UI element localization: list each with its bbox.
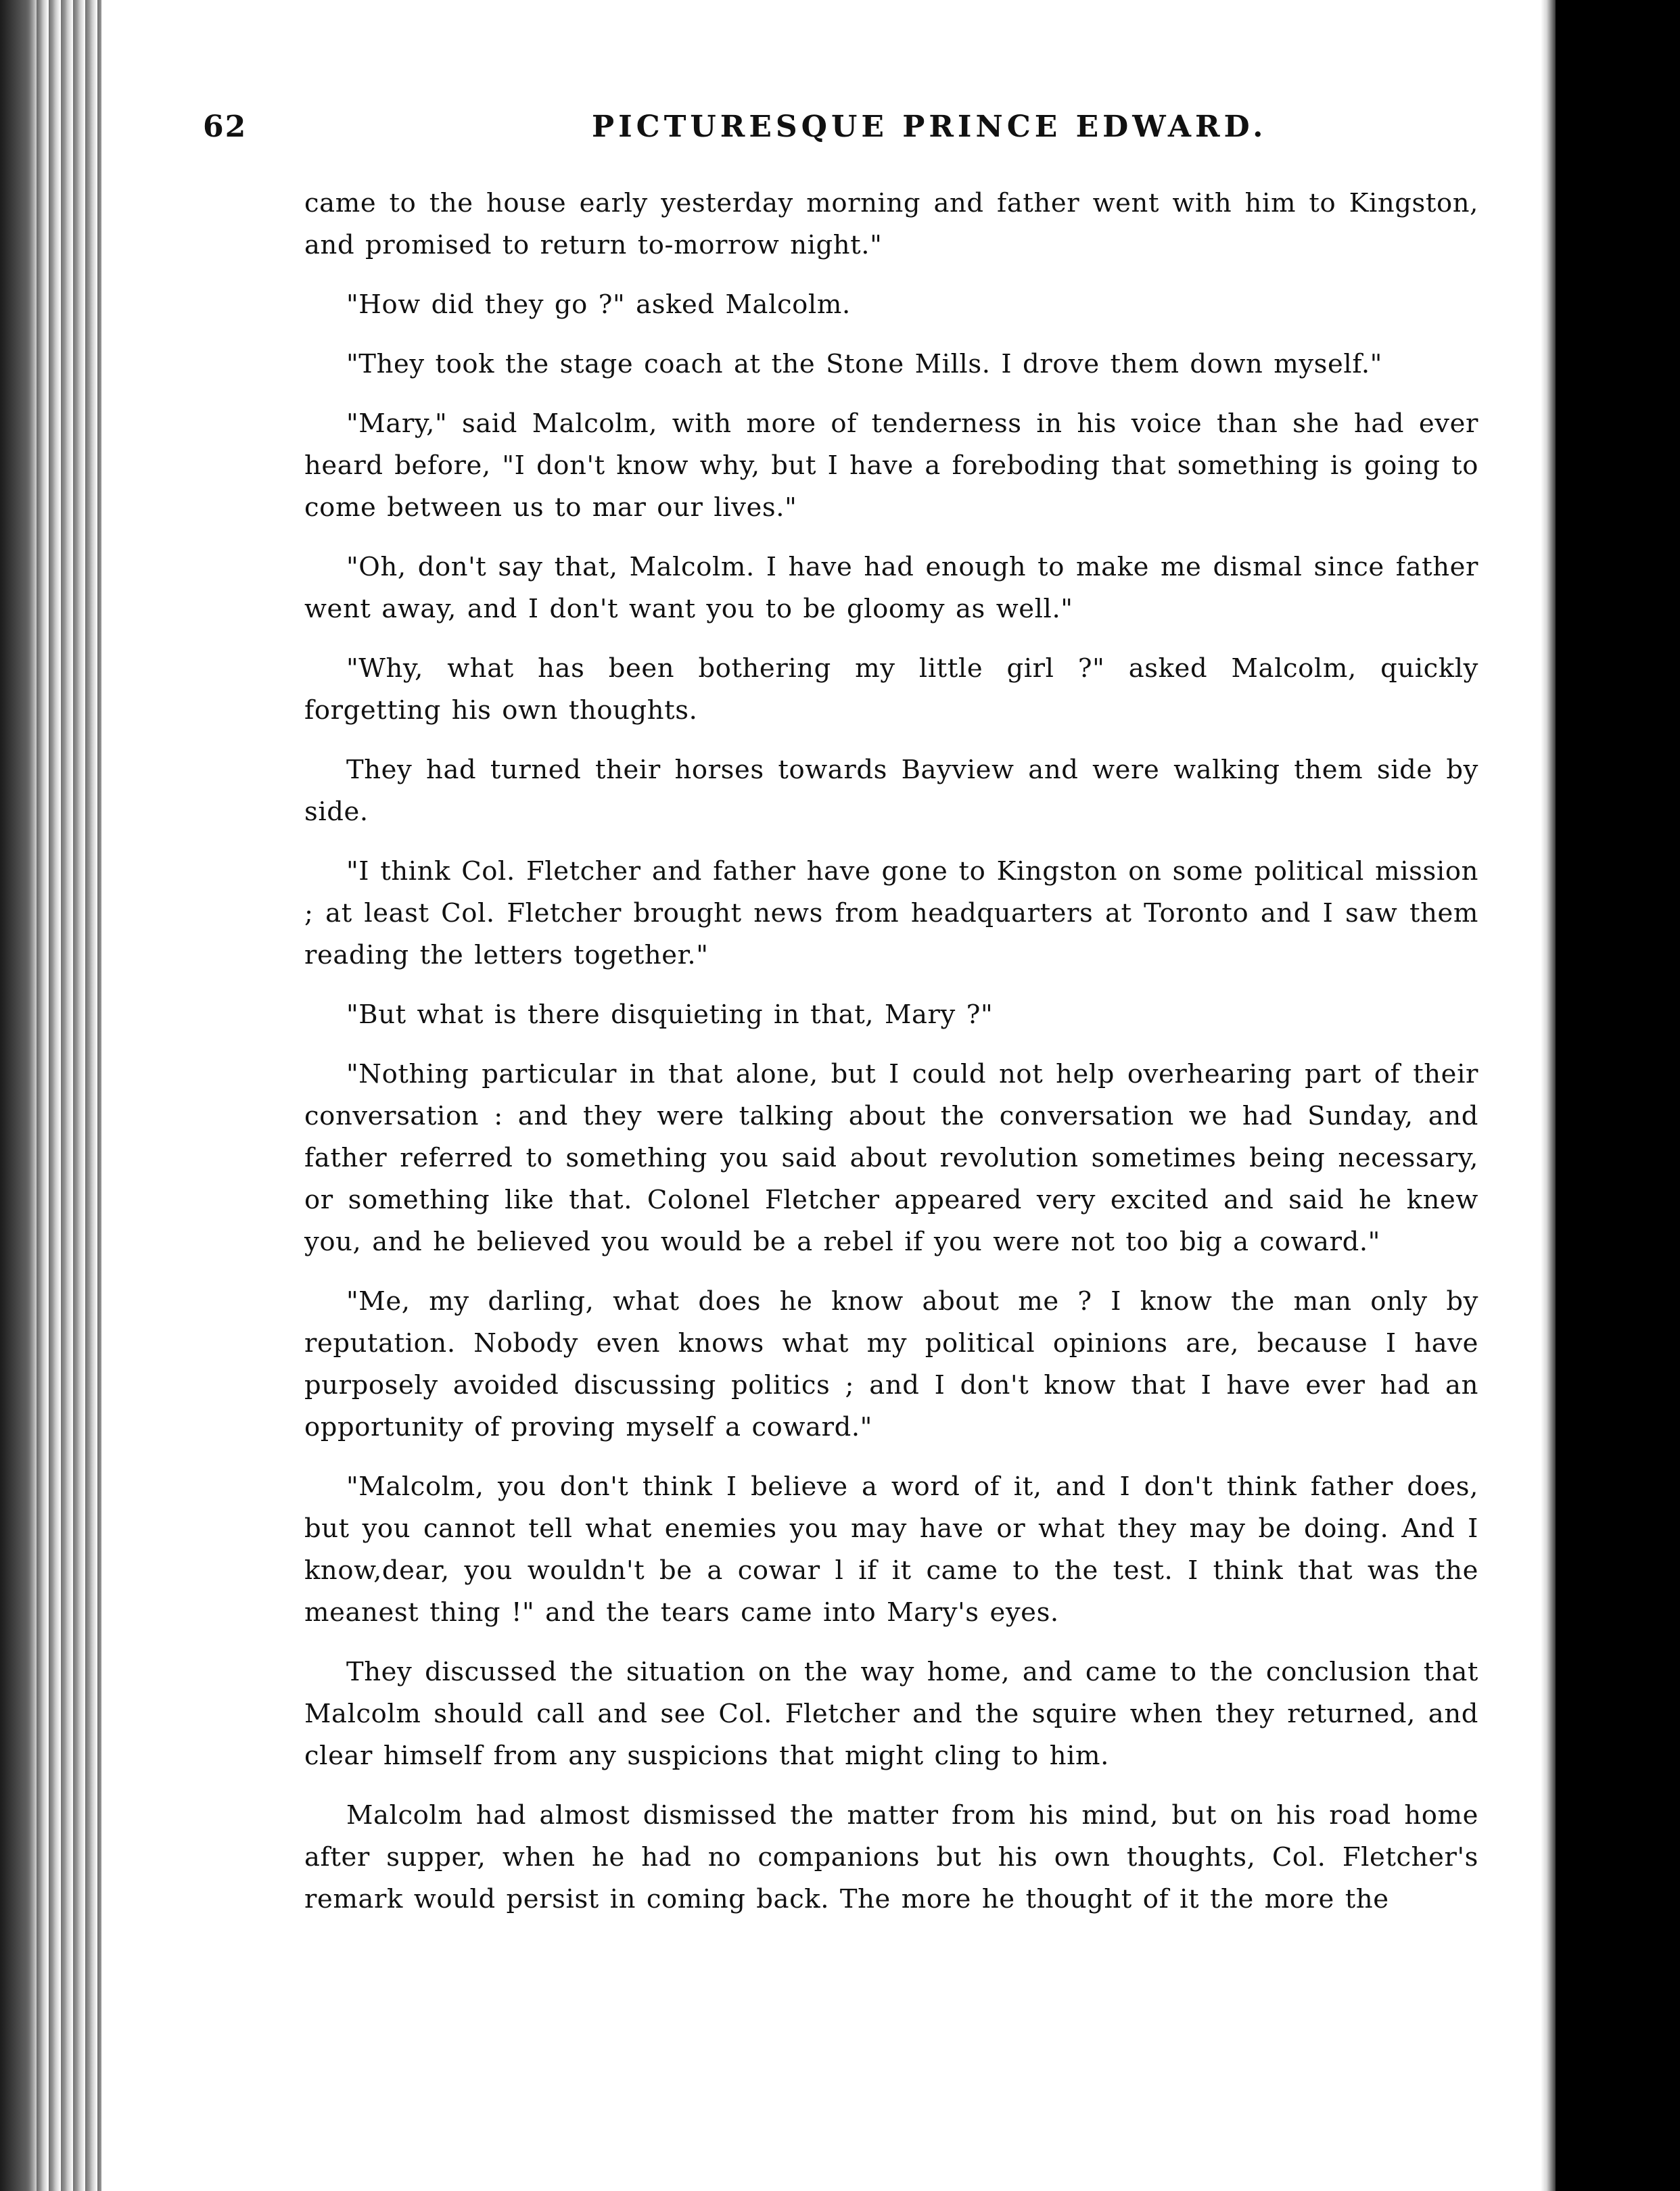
scan-border xyxy=(1556,0,1680,2191)
gutter-shadow xyxy=(0,0,41,2191)
page-edge xyxy=(1541,0,1556,2191)
running-title: PICTURESQUE PRINCE EDWARD. xyxy=(592,110,1267,144)
paragraph: "They took the stage coach at the Stone Mills. I drove them down myself." xyxy=(346,349,1382,379)
paragraph: came to the house early yesterday morning and father went with him to Kingston, and promised to return to-morrow night." xyxy=(304,188,1478,260)
body-text xyxy=(304,183,1478,1938)
paragraph: "I think Col. Fletcher and father have gone to Kingston on some political mission ; at least Col. Fletcher brought news from headquarters at Toronto and I saw them reading the letters together." xyxy=(304,856,1478,970)
page-number: 62 xyxy=(203,110,248,144)
paragraph: "But what is there disquieting in that, Mary ?" xyxy=(346,999,994,1030)
paragraph: They discussed the situation on the way home, and came to the conclusion that Malcolm should call and see Col. Fletcher and the squire when they returned, and clear himself from any suspicions that might cling to him. xyxy=(304,1657,1478,1771)
paragraph: "Why, what has been bothering my little girl ?" asked Malcolm, quickly forgetting his own thoughts. xyxy=(304,653,1478,726)
paragraph: "Mary," said Malcolm, with more of tenderness in his voice than she had ever heard before, "I don't know why, but I have a foreboding that something is going to come between us to mar our lives." xyxy=(304,408,1478,523)
page-header xyxy=(203,110,1488,157)
paragraph: Malcolm had almost dismissed the matter from his mind, but on his road home after supper, when he had no companions but his own thoughts, Col. Fletcher's remark would persist in coming back. The more he thought of it the more the xyxy=(304,1800,1478,1914)
paragraph: "How did they go ?" asked Malcolm. xyxy=(346,289,851,320)
paragraph: "Malcolm, you don't think I believe a word of it, and I don't think father does, but you cannot tell what enemies you may have or what they may be doing. And I know,dear, you wouldn't be a cowar l if it came to the test. I think that was the meanest thing !" and the tears came into Mary's eyes. xyxy=(304,1471,1478,1628)
paragraph: "Oh, don't say that, Malcolm. I have had enough to make me dismal since father went away, and I don't want you to be gloomy as well." xyxy=(304,552,1478,624)
paragraph: "Nothing particular in that alone, but I could not help overhearing part of their conversation : and they were talking about the conversation we had Sunday, and father referred to something you said about revolution sometimes being necessary, or something like that. Colonel Fletcher appeared very excited and said he knew you, and he believed you would be a rebel if you were not too big a coward." xyxy=(304,1059,1478,1257)
paragraph: "Me, my darling, what does he know about me ? I know the man only by reputation. Nobody even knows what my political opinions are, because I have purposely avoided discussing politics ; and I don't know that I have ever had an opportunity of proving myself a coward." xyxy=(304,1286,1478,1442)
paragraph: They had turned their horses towards Bayview and were walking them side by side. xyxy=(304,755,1478,827)
